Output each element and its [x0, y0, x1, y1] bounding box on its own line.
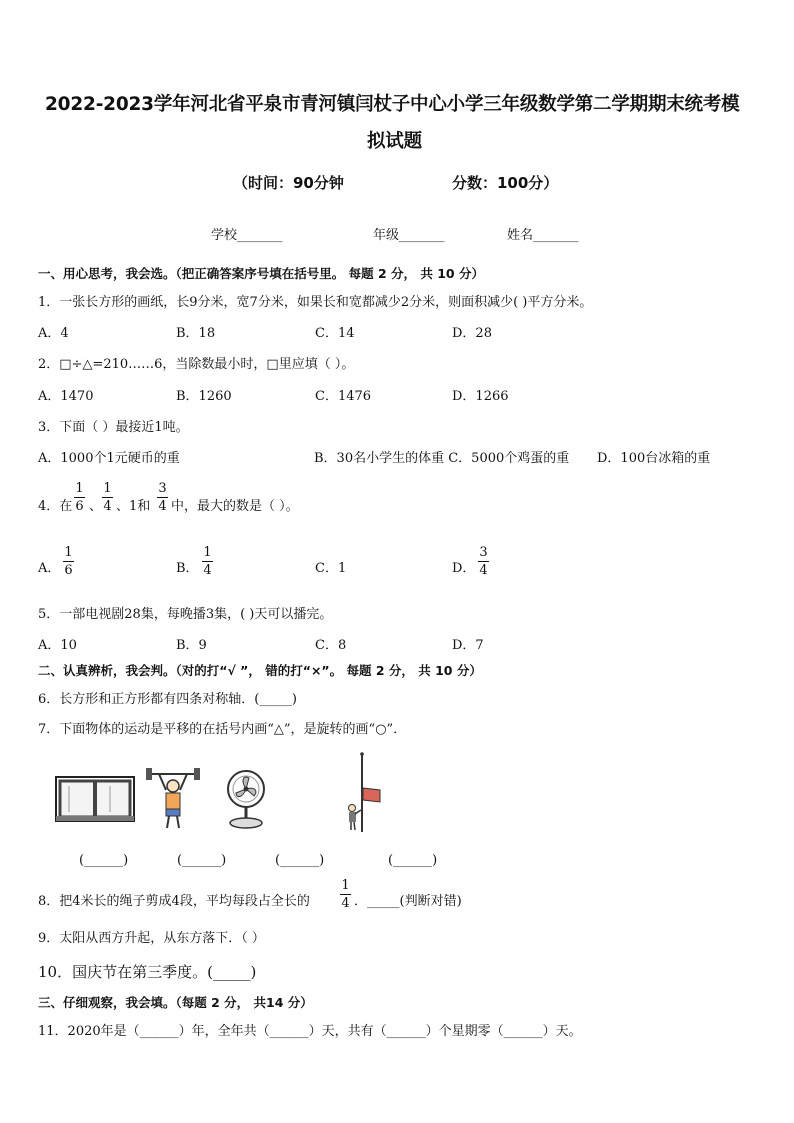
q8-suffix: ．_____(判断对错)	[354, 894, 462, 909]
q3-option-d: D．100台冰箱的重	[597, 451, 711, 466]
flagpole-icon	[342, 752, 386, 834]
name-field: 姓名_______	[507, 228, 579, 243]
grade-field: 年级_______	[373, 228, 445, 243]
q5-option-c: C．8	[315, 638, 347, 653]
question-3: 3．下面（ ）最接近1吨。	[38, 420, 189, 435]
q4-option-c: C．1	[315, 561, 347, 576]
q7-blank-4[interactable]: (______)	[388, 853, 438, 868]
exam-time: （时间：90分钟	[233, 174, 344, 192]
exam-score: 分数：100分）	[452, 174, 559, 192]
school-field: 学校_______	[211, 228, 283, 243]
q8-fraction: 1 4	[341, 878, 350, 911]
question-9: 9．太阳从西方升起，从东方落下．（ ）	[38, 931, 265, 946]
q5-option-b: B．9	[176, 638, 207, 653]
question-5: 5．一部电视剧28集，每晚播3集，( )天可以播完。	[38, 607, 333, 622]
q4-separator-1: 、	[89, 499, 103, 514]
page-title-line1: 2022-2023学年河北省平泉市青河镇闫杖子中心小学三年级数学第二学期期末统考模	[45, 94, 740, 115]
question-7: 7．下面物体的运动是平移的在括号内画“△”，是旋转的画“○”．	[38, 722, 407, 737]
q4-option-b-fraction: 1 4	[203, 545, 212, 578]
q4-option-b-label: B．	[176, 561, 199, 576]
q4-prefix: 4．在	[38, 499, 73, 514]
q5-option-d: D．7	[452, 638, 484, 653]
q3-option-a: A．1000个1元硬币的重	[38, 451, 180, 466]
q2-option-d: D．1266	[452, 389, 509, 404]
q7-blank-2[interactable]: (______)	[177, 853, 227, 868]
q4-separator-2: 、1和	[116, 499, 151, 514]
q1-option-c: C．14	[315, 326, 355, 341]
q1-option-d: D．28	[452, 326, 492, 341]
q4-fraction-3: 3 4	[158, 481, 167, 514]
q4-option-d-fraction: 3 4	[479, 545, 488, 578]
section-3-heading: 三、仔细观察，我会填。（每题 2 分， 共14 分）	[38, 995, 313, 1010]
q2-option-b: B．1260	[176, 389, 232, 404]
q7-blank-1[interactable]: (______)	[79, 853, 129, 868]
q3-option-b-c: B．30名小学生的体重 C．5000个鸡蛋的重	[314, 451, 570, 466]
q1-option-a: A．4	[38, 326, 69, 341]
q4-option-a-label: A．	[38, 561, 61, 576]
q4-fraction-2: 1 4	[103, 481, 112, 514]
q4-suffix: 中，最大的数是（ ）。	[171, 499, 299, 514]
q2-option-c: C．1476	[315, 389, 372, 404]
page-title-line2: 拟试题	[367, 131, 422, 152]
q8-prefix: 8．把4米长的绳子剪成4段，平均每段占全长的	[38, 894, 310, 909]
window-icon	[55, 776, 135, 822]
question-1: 1．一张长方形的画纸，长9分米，宽7分米，如果长和宽都减少2分米，则面积减少( )平方分米。	[38, 295, 593, 310]
q1-option-b: B．18	[176, 326, 216, 341]
question-6: 6．长方形和正方形都有四条对称轴．(_____)	[38, 692, 297, 707]
question-2: 2．□÷△=210……6，当除数最小时，□里应填（ ）。	[38, 357, 355, 372]
weightlifter-icon	[145, 764, 201, 832]
fan-icon	[222, 769, 270, 829]
question-10: 10．国庆节在第三季度。(_____)	[38, 963, 257, 981]
section-2-heading: 二、认真辨析，我会判。（对的打“√ ”， 错的打“×”。 每题 2 分， 共 10 分）	[38, 663, 482, 678]
q7-blank-3[interactable]: (______)	[275, 853, 325, 868]
section-1-heading: 一、用心思考，我会选。（把正确答案序号填在括号里。 每题 2 分， 共 10 分）	[38, 266, 484, 281]
q4-fraction-1: 1 6	[75, 481, 84, 514]
q4-option-d-label: D．	[452, 561, 476, 576]
q5-option-a: A．10	[38, 638, 77, 653]
question-11: 11．2020年是（______）年，全年共（______）天，共有（______）个星期零（______）天。	[38, 1024, 582, 1039]
q2-option-a: A．1470	[38, 389, 94, 404]
q4-option-a-fraction: 1 6	[64, 545, 73, 578]
